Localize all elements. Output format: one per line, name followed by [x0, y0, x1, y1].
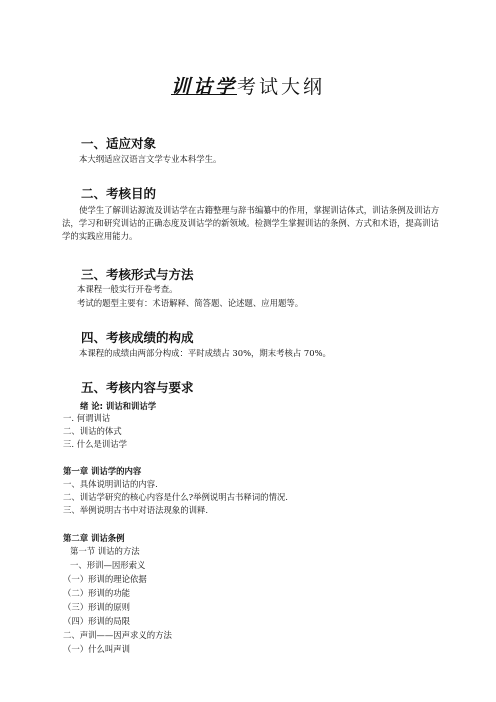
intro-item: 一. 何谓训诂	[63, 413, 111, 423]
heading-2: 二、考核目的	[81, 186, 157, 201]
heading-4: 四、考核成绩的构成	[81, 330, 194, 345]
ch1-item: 二、训诂学研究的核心内容是什么?举例说明古书释词的情况.	[63, 492, 288, 502]
ch2-item: 一、形训—因形索义	[70, 560, 146, 570]
s3-line-1: 本课程一般实行开卷考查。	[77, 284, 178, 294]
ch2-item: （二）形训的功能	[63, 588, 130, 598]
title-bold: 训诂学	[170, 76, 237, 98]
heading-3: 三、考核形式与方法	[81, 267, 194, 282]
ch2-item: 第一节 训诂的方法	[70, 546, 140, 556]
ch1-item: 一、具体说明训诂的内容.	[63, 479, 158, 489]
intro-item: 二、训诂的体式	[63, 426, 122, 436]
s1-text: 本大纲适应汉语言文学专业本科学生。	[79, 154, 222, 164]
ch1-item: 三、举例说明古书中对语法现象的训释.	[63, 505, 209, 515]
ch2-item: （一）形训的理论依据	[63, 574, 147, 584]
ch2-item: 二、声训——因声求义的方法	[63, 630, 172, 640]
intro-item: 三. 什么是训诂学	[63, 439, 127, 449]
s2-paragraph: 使学生了解训诂源流及训诂学在古籍整理与辞书编纂中的作用，掌握训诂体式，训诂条例及训诂方法，学习和研究训诂的正确态度及训诂学的新领域。检测学生掌握训诂的条例、方式和术语，提高训诂学的实践应用能力。	[62, 205, 440, 241]
ch2-item: （四）形训的局限	[63, 616, 130, 626]
title-rest: 考试大纲	[237, 76, 326, 98]
intro-title: 绪 论: 训诂和训诂学	[80, 401, 157, 411]
ch2-item: （一）什么叫声训	[63, 644, 130, 654]
heading-1: 一、适应对象	[81, 136, 157, 151]
ch2-title: 第二章 训诂条例	[63, 533, 125, 543]
s4-text: 本课程的成绩由两部分构成：平时成绩占 30%，期末考核占 70%。	[79, 348, 331, 358]
s3-line-2: 考试的题型主要有：术语解释、简答题、论述题、应用题等。	[77, 298, 304, 308]
ch2-item: （三）形训的原则	[63, 602, 130, 612]
document-title	[0, 72, 496, 99]
heading-5: 五、考核内容与要求	[81, 380, 194, 395]
ch1-title: 第一章 训诂学的内容	[63, 466, 142, 476]
